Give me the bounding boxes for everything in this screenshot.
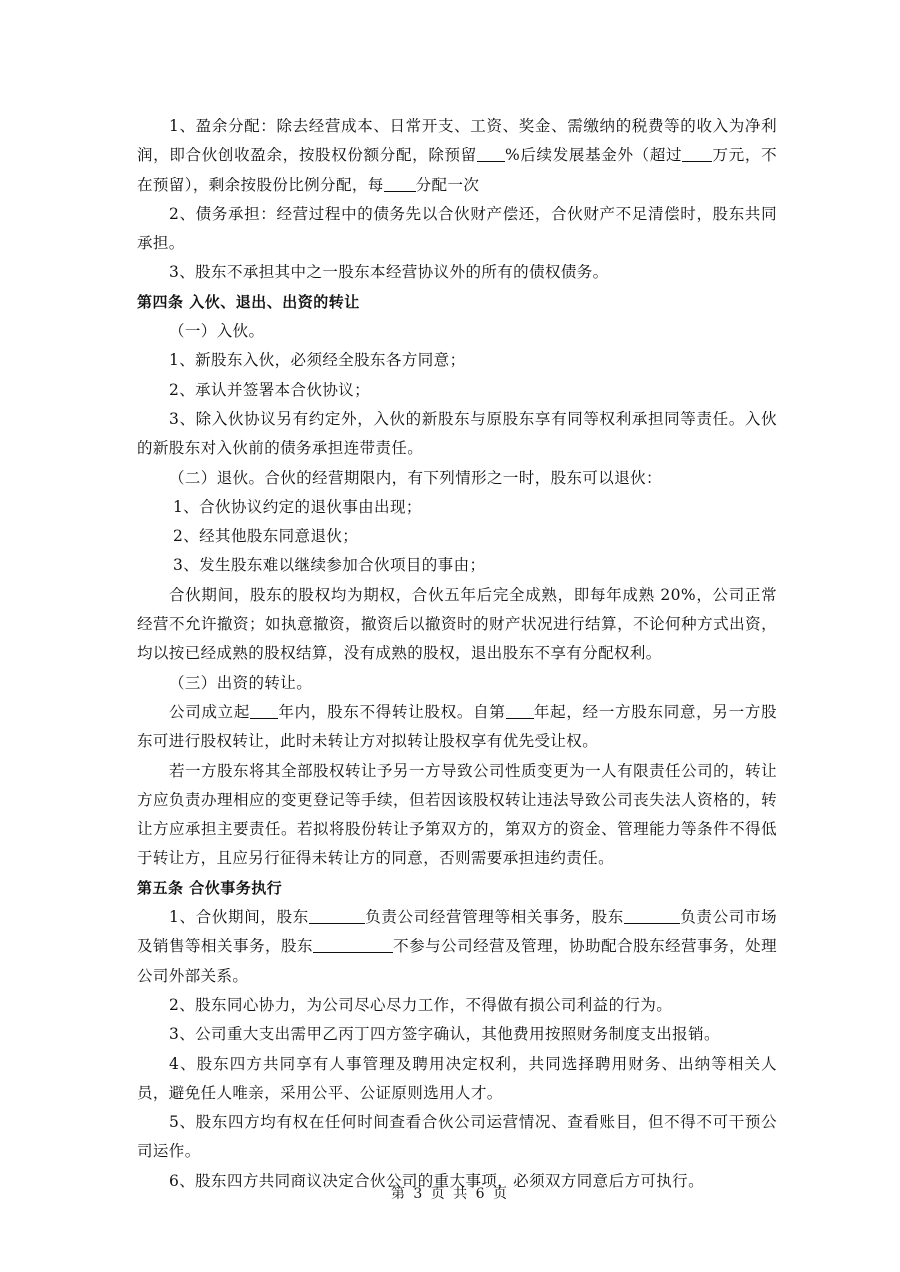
list-item: 1、合伙协议约定的退伙事由出现； [173, 497, 422, 516]
article-4-heading: 第四条 入伙、退出、出资的转让 [137, 292, 360, 311]
text-segment: 1、合伙期间，股东 [169, 908, 309, 927]
paragraph-options: 合伙期间，股东的股权均为期权，合伙五年后完全成熟，即每年成熟 20%，公司正常经营不允许撤资；如执意撤资，撤资后以撤资时的财产状况进行结算，不论何种方式出资，均以按已经成熟的股权结算，没有成熟的股权，退出股东不享有分配权利。 [137, 585, 777, 663]
fill-blank [313, 936, 393, 953]
fill-blank [682, 145, 712, 162]
list-item: 2、股东同心协力，为公司尽心尽力工作，不得做有损公司利益的行为。 [169, 995, 673, 1014]
fill-blank [477, 145, 505, 162]
text-segment: 负责公司经营管理等相关事务，股东 [364, 908, 624, 927]
fill-blank [506, 702, 534, 719]
section-exit-title: （二）退伙。合伙的经营期限内，有下列情形之一时，股东可以退伙： [169, 468, 662, 487]
list-item: 1、新股东入伙，必须经全股东各方同意； [169, 351, 466, 370]
page-number: 第 3 页 共 6 页 [390, 1186, 510, 1202]
paragraph-no-liability: 3、股东不承担其中之一股东本经营协议外的所有的债权债务。 [169, 263, 609, 282]
section-join-title: （一）入伙。 [169, 322, 265, 341]
fill-blank [250, 702, 278, 719]
article-5-heading: 第五条 合伙事务执行 [137, 878, 283, 897]
paragraph-transfer-rules: 若一方股东将其全部股权转让予另一方导致公司性质变更为一人有限责任公司的，转让方应负责办理相应的变更登记等手续，但若因该股权转让违法导致公司丧失法人资格的，转让方应承担主要责任。若拟将股份转让予第双方的，第双方的资金、管理能力等条件不得低于转让方，且应另行征得未转让方的同意，否则需要承担违约责任。 [137, 761, 777, 868]
text-segment: 不参与公司经营及管理，协助配合股东经营事务，处理公司外部关系。 [137, 937, 777, 985]
fill-blank [624, 907, 680, 924]
list-item: 2、承认并签署本合伙协议； [169, 380, 371, 399]
text-segment: 公司成立起 [169, 702, 251, 721]
list-item: 6、股东四方共同商议决定合伙公司的重大事项，必须双方同意后方可执行。 [169, 1171, 704, 1190]
list-item: 4、股东四方共同享有人事管理及聘用决定权利，共同选择聘用财务、出纳等相关人员，避免任人唯亲，采用公平、公证原则选用人才。 [137, 1054, 777, 1102]
list-item: 2、经其他股东同意退伙； [173, 527, 359, 546]
text-segment: %后续发展基金外（超过 [504, 146, 683, 165]
text-segment: 万元，不在预留），剩余按股份比例分配，每 [137, 146, 777, 194]
paragraph-transfer-period [137, 698, 777, 757]
section-transfer-title: （三）出资的转让。 [169, 673, 313, 692]
text-segment: 分配一次 [415, 175, 480, 194]
fill-blank [309, 907, 365, 924]
list-item: 5、股东四方均有权在任何时间查看合伙公司运营情况、查看账目，但不得不可干预公司运作。 [137, 1113, 777, 1161]
text-segment: 年起，经一方股东同意，另一方股东可进行股权转让，此时未转让方对拟转让股权享有优先受让权。 [137, 702, 777, 751]
paragraph-debt: 2、债务承担：经营过程中的债务先以合伙财产偿还，合伙财产不足清偿时，股东共同承担。 [137, 204, 777, 253]
list-item: 3、发生股东难以继续参加合伙项目的事由； [173, 556, 486, 575]
text-segment: 1、盈余分配：除去经营成本、日常开支、工资、奖金、需缴纳的税费等的收入为净利润，即合伙创收盈余，按股权份额分配，除预留 [137, 117, 777, 165]
paragraph-duties [137, 903, 777, 991]
list-item: 3、公司重大支出需甲乙丙丁四方签字确认，其他费用按照财务制度支出报销。 [169, 1025, 720, 1044]
fill-blank [384, 175, 416, 192]
text-segment: 年内，股东不得转让股权。自第 [278, 702, 506, 721]
paragraph-profit-distribution [137, 112, 777, 200]
document-body [137, 112, 777, 1196]
list-item: 3、除入伙协议另有约定外，入伙的新股东与原股东享有同等权利承担同等责任。入伙的新股东对入伙前的债务承担连带责任。 [137, 409, 777, 458]
text-segment: 负责公司市场及销售等相关事务，股东 [137, 908, 778, 956]
